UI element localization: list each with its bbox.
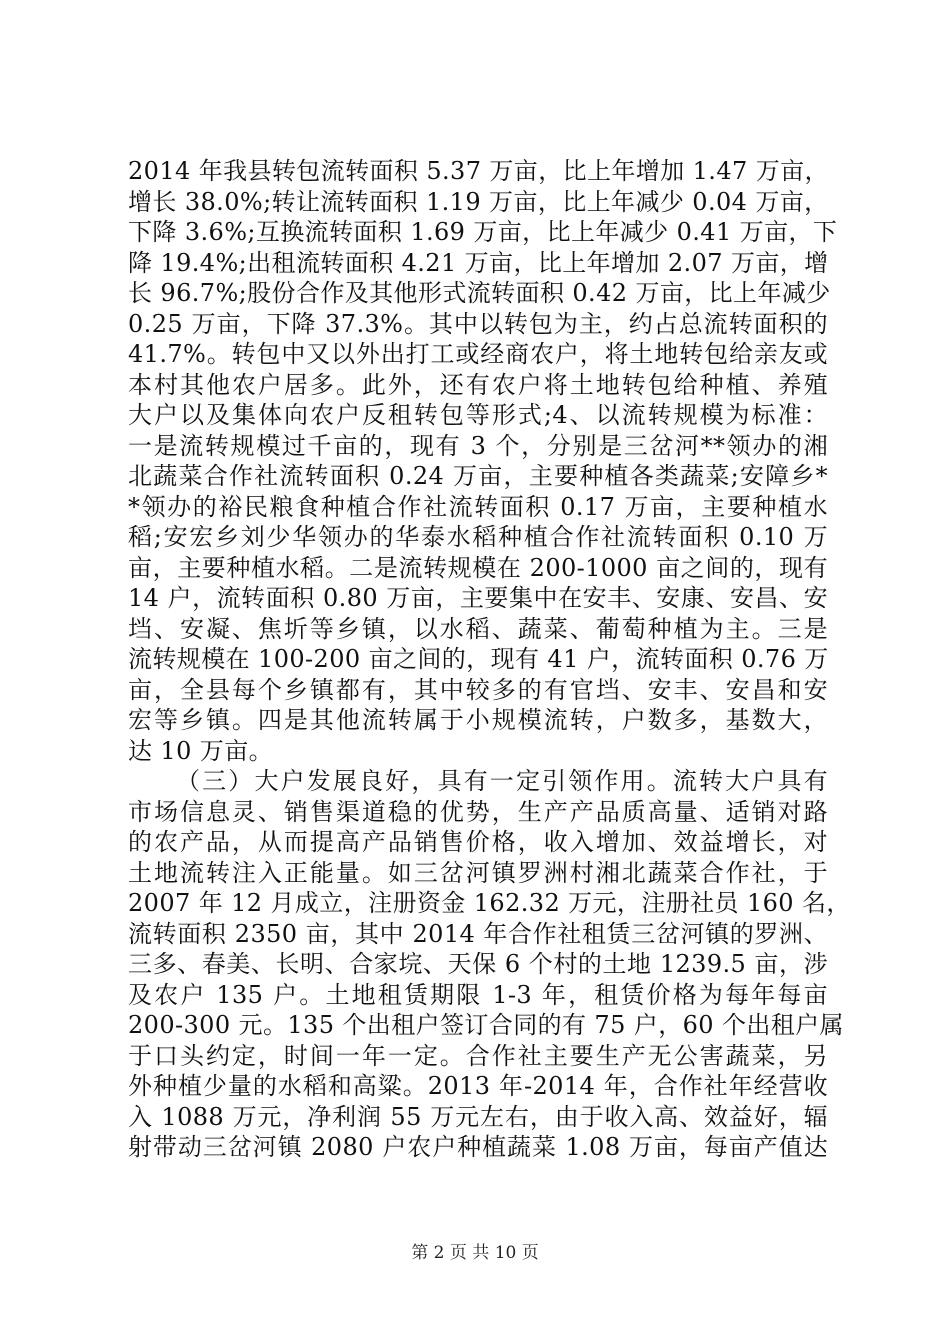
text-line: *领办的裕民粮食种植合作社流转面积 0.17 万亩，主要种植水 bbox=[128, 492, 828, 521]
text-line: 2014 年我县转包流转面积 5.37 万亩，比上年增加 1.47 万亩， bbox=[128, 157, 829, 185]
text-line: 增长 38.0%;转让流转面积 1.19 万亩，比上年减少 0.04 万亩， bbox=[128, 187, 829, 216]
text-line: 于口头约定，时间一年一定。合作社主要生产无公害蔬菜，另 bbox=[128, 1041, 828, 1070]
text-line: 亩，全县每个乡镇都有，其中较多的有官垱、安丰、安昌和安 bbox=[128, 675, 828, 704]
text-line: 三多、春美、长明、合家垸、天保 6 个村的土地 1239.5 亩，涉 bbox=[128, 950, 828, 978]
text-line: 14 户，流转面积 0.80 万亩，主要集中在安丰、安康、安昌、安 bbox=[128, 584, 828, 612]
text-line: 亩，主要种植水稻。二是流转规模在 200-1000 亩之间的，现有 bbox=[128, 553, 828, 582]
text-line: 下降 3.6%;互换流转面积 1.69 万亩，比上年减少 0.41 万亩，下 bbox=[128, 218, 838, 246]
text-line: 0.25 万亩，下降 37.3%。其中以转包为主，约占总流转面积的 bbox=[128, 309, 828, 338]
text-line: 本村其他农户居多。此外，还有农户将土地转包给种植、养殖 bbox=[128, 370, 828, 399]
paragraph-end-line: 达 10 万亩。 bbox=[128, 736, 273, 765]
page-number-footer: 第 2 页 共 10 页 bbox=[411, 1243, 539, 1263]
text-line: 降 19.4%;出租流转面积 4.21 万亩，比上年增加 2.07 万亩，增 bbox=[128, 248, 829, 277]
text-line: 垱、安凝、焦圻等乡镇，以水稻、蔬菜、葡萄种植为主。三是 bbox=[128, 614, 828, 643]
text-line: 外种植少量的水稻和高粱。2013 年-2014 年，合作社年经营收 bbox=[128, 1072, 828, 1100]
text-line: 宏等乡镇。四是其他流转属于小规模流转，户数多，基数大， bbox=[128, 706, 828, 734]
text-line: 入 1088 万元，净利润 55 万元左右，由于收入高、效益好，辐 bbox=[128, 1102, 828, 1131]
text-line: 大户以及集体向农户反租转包等形式;4、以流转规模为标准： bbox=[128, 401, 828, 429]
text-line: 流转面积 2350 亩，其中 2014 年合作社租赁三岔河镇的罗洲、 bbox=[128, 919, 828, 948]
text-line: 流转规模在 100-200 亩之间的，现有 41 户，流转面积 0.76 万 bbox=[128, 645, 829, 673]
section-heading-line: （三）大户发展良好，具有一定引领作用。流转大户具有 bbox=[176, 767, 828, 795]
text-line: 及农户 135 户。土地租赁期限 1-3 年，租赁价格为每年每亩 bbox=[128, 980, 828, 1009]
text-line: 北蔬菜合作社流转面积 0.24 万亩，主要种植各类蔬菜;安障乡* bbox=[128, 462, 828, 490]
text-line: 200-300 元。135 个出租户签订合同的有 75 户，60 个出租户属 bbox=[128, 1011, 844, 1039]
text-line: 市场信息灵、销售渠道稳的优势，生产产品质高量、适销对路 bbox=[128, 797, 828, 826]
text-line: 稻;安宏乡刘少华领办的华泰水稻种植合作社流转面积 0.10 万 bbox=[128, 523, 828, 551]
text-line: 一是流转规模过千亩的，现有 3 个，分别是三岔河**领办的湘 bbox=[128, 431, 828, 460]
body-text bbox=[128, 156, 851, 1163]
text-line: 的农产品，从而提高产品销售价格，收入增加、效益增长，对 bbox=[128, 828, 828, 856]
text-line: 长 96.7%;股份合作及其他形式流转面积 0.42 万亩，比上年减少 bbox=[128, 279, 831, 307]
text-line: 土地流转注入正能量。如三岔河镇罗洲村湘北蔬菜合作社，于 bbox=[128, 858, 828, 887]
text-line: 射带动三岔河镇 2080 户农户种植蔬菜 1.08 万亩，每亩产值达 bbox=[128, 1133, 828, 1161]
text-line: 41.7%。转包中又以外出打工或经商农户，将土地转包给亲友或 bbox=[128, 340, 828, 368]
text-line: 2007 年 12 月成立，注册资金 162.32 万元，注册社员 160 名， bbox=[128, 889, 851, 917]
